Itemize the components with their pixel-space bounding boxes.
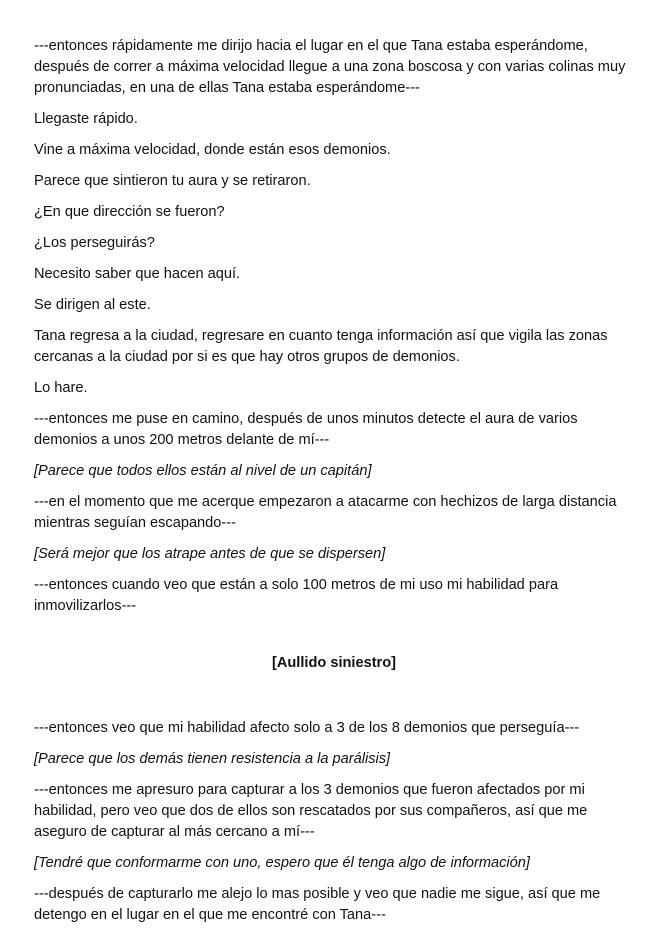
paragraph: Necesito saber que hacen aquí. (34, 266, 241, 282)
paragraph: ---después de capturarlo me alejo lo mas posible y veo que nadie me sigue, así que me detengo en el lugar en el que me encontré con Tana--- (34, 886, 601, 923)
document-page (34, 36, 634, 936)
paragraph: ---entonces me apresuro para capturar a los 3 demonios que fueron afectados por mi habilidad, pero veo que dos de ellos son rescatados por sus compañeros, así que me aseguro de capturar al más cercano a mí--- (34, 782, 588, 840)
paragraph: ---entonces me puse en camino, después de unos minutos detecte el aura de varios demonios a unos 200 metros delante de mí--- (34, 411, 578, 448)
paragraph: ---en el momento que me acerque empezaron a atacarme con hechizos de larga distancia mientras seguían escapando--- (34, 494, 617, 531)
paragraph: Parece que sintieron tu aura y se retiraron. (34, 173, 311, 189)
paragraph: Llegaste rápido. (34, 111, 138, 127)
thought-paragraph: [Parece que todos ellos están al nivel de un capitán] (34, 463, 372, 479)
paragraph: ---entonces veo que mi habilidad afecto solo a 3 de los 8 demonios que perseguía--- (34, 720, 580, 736)
paragraph: ¿Los perseguirás? (34, 235, 155, 251)
paragraph: ---entonces cuando veo que están a solo 100 metros de mi uso mi habilidad para inmovilizarlos--- (34, 577, 559, 614)
paragraph: ¿En que dirección se fueron? (34, 204, 225, 220)
paragraph: Tana regresa a la ciudad, regresare en cuanto tenga información así que vigila las zonas cercanas a la ciudad por si es que hay otros grupos de demonios. (34, 328, 608, 365)
thought-paragraph: [Tendré que conformarme con uno, espero que él tenga algo de información] (34, 855, 530, 871)
paragraph: Vine a máxima velocidad, donde están esos demonios. (34, 142, 391, 158)
thought-paragraph: [Será mejor que los atrape antes de que se dispersen] (34, 546, 386, 562)
paragraph: Lo hare. (34, 380, 88, 396)
thought-paragraph: [Parece que los demás tienen resistencia a la parálisis] (34, 751, 391, 767)
paragraph: ---entonces rápidamente me dirijo hacia el lugar en el que Tana estaba esperándome, después de correr a máxima velocidad llegue a una zona boscosa y con varias colinas muy pronunciadas, en una de ellas Tana estaba esperándome--- (34, 38, 626, 96)
section-heading: [Aullido siniestro] (271, 655, 397, 671)
paragraph: Se dirigen al este. (34, 297, 151, 313)
